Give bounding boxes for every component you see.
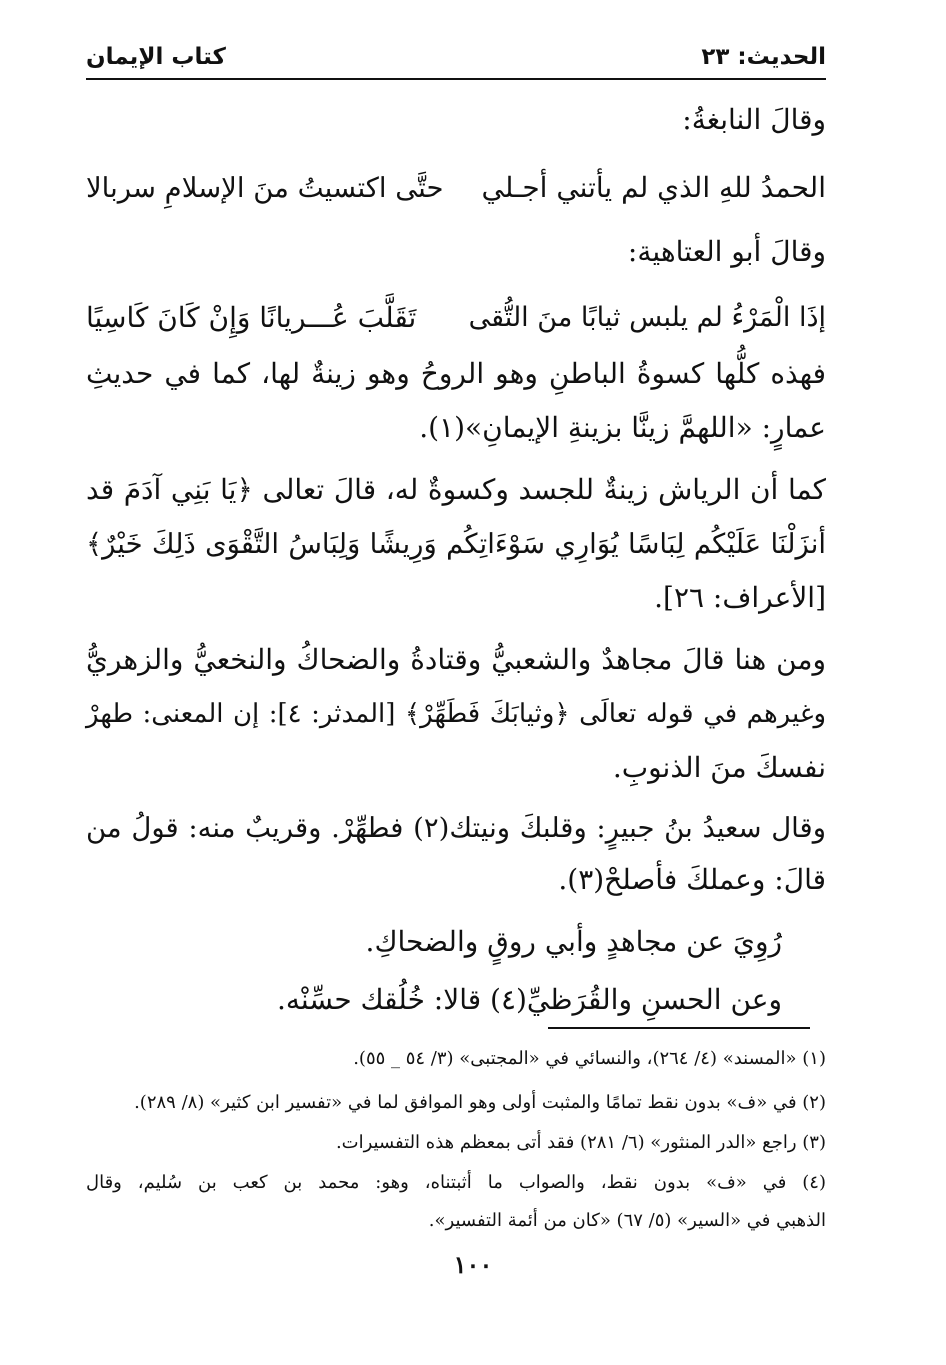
verse-second-hemistich: حتَّى اكتسيتُ منَ الإسلامِ سربالا <box>86 172 444 204</box>
paragraph-line: [الأعراف: ٢٦]. <box>654 581 826 614</box>
paragraph-line: وقال سعيدُ بنُ جبيرٍ: وقلبكَ ونيتك(٢) فطهِّرْ. وقريبٌ منه: قولُ من <box>86 812 826 844</box>
verse-first-hemistich: الحمدُ للهِ الذي لم يأتني أجـلي <box>481 171 826 204</box>
paragraph-line: قالَ: وعملكَ فأصلحْ(٣). <box>558 863 826 896</box>
paragraph-line: أنزَلْنَا عَلَيْكُم لِبَاسًا يُوَارِي سَوْءَاتِكُم وَرِيشًا وَلِبَاسُ التَّقْوَى ذَلِكَ خَيْرٌ﴾ <box>86 528 826 560</box>
paragraph-line: عمارٍ: «اللهمَّ زينَّا بزينةِ الإيمانِ»(١). <box>419 411 826 444</box>
page-header <box>86 40 826 80</box>
verse-first-hemistich: إذَا الْمَرْءُ لم يلبس ثيابًا منَ التُّقى <box>468 302 826 333</box>
header-rule <box>86 78 826 80</box>
paragraph-line: نفسكَ منَ الذنوبِ. <box>612 751 826 784</box>
footnote-2: (٢) في «ف» بدون نقط تمامًا والمثبت أولى وهو الموافق لما في «تفسير ابن كثير» (٨/ ٢٨٩). <box>134 1092 826 1113</box>
paragraph-line: رُوِيَ عن مجاهدٍ وأبي روقٍ والضحاكِ. <box>365 925 782 958</box>
paragraph-line: فهذه كلُّها كسوةُ الباطنِ وهو الروحُ وهو زينةٌ لها، كما في حديثِ <box>86 357 826 390</box>
book-title: كتاب الإيمان <box>86 44 226 70</box>
verse-second-hemistich: تَقَلَّبَ عُـــريانًا وَإِنْ كَانَ كَاسِيًا <box>86 301 417 334</box>
paragraph-line: ومن هنا قالَ مجاهدٌ والشعبيُّ وقتادةُ والضحاكُ والنخعيُّ والزهريُّ <box>86 643 826 676</box>
paragraph-line: وغيرهم في قوله تعالَى ﴿وثيابَكَ فَطَهِّرْ﴾ [المدثر: ٤]: إن المعنى: طهرْ <box>86 699 826 729</box>
footnote-4: (٤) في «ف» بدون نقط، والصواب ما أثبتناه، وهو: محمد بن كعب بن سُليم، وقال <box>86 1172 826 1193</box>
intro-nabigha: وقالَ النابغةُ: <box>682 103 826 136</box>
verse-ataheya <box>86 296 826 340</box>
footnote-1: (١) «المسند» (٤/ ٢٦٤)، والنسائي في «المجتبى» (٣/ ٥٤ _ ٥٥). <box>353 1048 826 1069</box>
paragraph-line: وعن الحسنِ والقُرَظيِّ(٤) قالا: خُلُقك حسِّنْه. <box>277 983 782 1016</box>
footnote-3: (٣) راجع «الدر المنثور» (٦/ ٢٨١) فقد أتى بمعظم هذه التفسيرات. <box>335 1132 826 1153</box>
footnote-4-continued: الذهبي في «السير» (٥/ ٦٧) «كان من أئمة التفسير». <box>428 1210 826 1231</box>
paragraph-line: كما أن الرياش زينةٌ للجسد وكسوةٌ له، قالَ تعالى ﴿يَا بَنِي آدَمَ قد <box>86 473 826 506</box>
page-number: ١٠٠ <box>453 1250 493 1279</box>
hadith-number: الحديث: ٢٣ <box>701 44 826 70</box>
verse-nabigha <box>86 166 826 210</box>
footnote-separator <box>548 1027 810 1029</box>
intro-ataheya: وقالَ أبو العتاهية: <box>627 235 826 268</box>
